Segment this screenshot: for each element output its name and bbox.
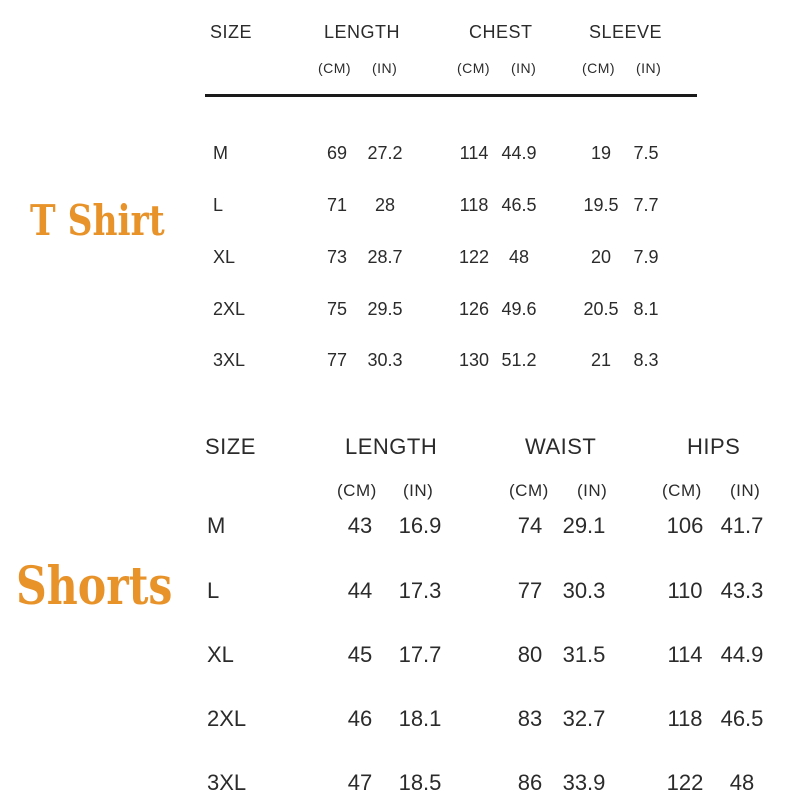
waist-cm: 80 — [517, 642, 543, 667]
shorts-unit-waist-in: (IN) — [577, 481, 608, 500]
size-label: 3XL — [207, 770, 247, 795]
length-in: 30.3 — [367, 350, 403, 370]
tshirt-unit-chest-cm: (CM) — [457, 60, 491, 76]
waist-in: 29.1 — [562, 513, 606, 538]
tshirt-header-divider — [205, 94, 697, 97]
length-in: 17.3 — [398, 578, 442, 603]
tshirt-header-sleeve: SLEEVE — [589, 22, 663, 42]
shorts-unit-length-cm: (CM) — [337, 481, 377, 500]
length-in: 16.9 — [398, 513, 442, 538]
sleeve-cm: 20 — [590, 247, 612, 267]
tshirt-header-chest: CHEST — [469, 22, 533, 42]
tshirt-header-length: LENGTH — [324, 22, 401, 42]
shorts-header-hips: HIPS — [687, 434, 741, 459]
length-cm: 43 — [347, 513, 373, 538]
sleeve-in: 7.5 — [633, 143, 659, 163]
tshirt-unit-sleeve-cm: (CM) — [582, 60, 616, 76]
length-in: 28 — [374, 195, 396, 215]
waist-in: 32.7 — [562, 706, 606, 731]
size-label: 3XL — [213, 350, 246, 370]
shorts-title: Shorts — [16, 556, 173, 617]
waist-in: 31.5 — [562, 642, 606, 667]
hips-in: 48 — [729, 770, 755, 795]
chest-cm: 130 — [458, 350, 490, 370]
tshirt-unit-length-cm: (CM) — [318, 60, 352, 76]
length-cm: 47 — [347, 770, 373, 795]
hips-cm: 110 — [667, 578, 703, 603]
hips-cm: 114 — [667, 642, 703, 667]
length-in: 18.1 — [398, 706, 442, 731]
tshirt-unit-length-in: (IN) — [372, 60, 398, 76]
sleeve-in: 8.3 — [633, 350, 659, 370]
size-label: M — [207, 513, 226, 538]
sleeve-in: 7.9 — [633, 247, 659, 267]
shorts-unit-hips-in: (IN) — [730, 481, 761, 500]
length-cm: 69 — [326, 143, 348, 163]
hips-in: 41.7 — [720, 513, 764, 538]
size-label: XL — [207, 642, 234, 667]
length-cm: 73 — [326, 247, 348, 267]
size-label: L — [207, 578, 220, 603]
shorts-header-length: LENGTH — [345, 434, 438, 459]
hips-in: 43.3 — [720, 578, 764, 603]
hips-cm: 106 — [666, 513, 704, 538]
chest-in: 51.2 — [501, 350, 537, 370]
waist-in: 33.9 — [562, 770, 606, 795]
length-in: 27.2 — [367, 143, 403, 163]
sleeve-cm: 19.5 — [583, 195, 619, 215]
tshirt-title: T Shirt — [30, 196, 165, 245]
shorts-unit-length-in: (IN) — [403, 481, 434, 500]
size-label: 2XL — [213, 299, 246, 319]
shorts-header-waist: WAIST — [525, 434, 597, 459]
tshirt-header-size: SIZE — [210, 22, 253, 42]
hips-cm: 118 — [667, 706, 703, 731]
length-cm: 75 — [326, 299, 348, 319]
chest-in: 49.6 — [501, 299, 537, 319]
chest-cm: 114 — [459, 143, 489, 163]
waist-in: 30.3 — [562, 578, 606, 603]
hips-in: 44.9 — [720, 642, 764, 667]
waist-cm: 83 — [517, 706, 543, 731]
tshirt-unit-chest-in: (IN) — [511, 60, 537, 76]
length-in: 29.5 — [367, 299, 403, 319]
sleeve-in: 7.7 — [633, 195, 659, 215]
length-in: 17.7 — [398, 642, 442, 667]
sleeve-cm: 20.5 — [583, 299, 619, 319]
hips-cm: 122 — [666, 770, 704, 795]
length-cm: 46 — [347, 706, 373, 731]
size-label: XL — [213, 247, 236, 267]
waist-cm: 77 — [517, 578, 543, 603]
chest-in: 46.5 — [501, 195, 537, 215]
length-cm: 71 — [326, 195, 348, 215]
chest-cm: 126 — [458, 299, 490, 319]
sleeve-cm: 21 — [590, 350, 612, 370]
chest-cm: 122 — [458, 247, 490, 267]
length-cm: 77 — [326, 350, 348, 370]
waist-cm: 74 — [517, 513, 543, 538]
sleeve-in: 8.1 — [633, 299, 659, 319]
chest-cm: 118 — [459, 195, 489, 215]
size-label: L — [213, 195, 224, 215]
tshirt-unit-sleeve-in: (IN) — [636, 60, 662, 76]
length-in: 18.5 — [398, 770, 442, 795]
size-label: M — [213, 143, 228, 163]
chest-in: 44.9 — [501, 143, 537, 163]
hips-in: 46.5 — [720, 706, 764, 731]
shorts-unit-waist-cm: (CM) — [509, 481, 549, 500]
length-cm: 45 — [347, 642, 373, 667]
chest-in: 48 — [508, 247, 530, 267]
size-label: 2XL — [207, 706, 247, 731]
shorts-unit-hips-cm: (CM) — [662, 481, 702, 500]
sleeve-cm: 19 — [590, 143, 612, 163]
shorts-header-size: SIZE — [205, 434, 256, 459]
waist-cm: 86 — [517, 770, 543, 795]
length-cm: 44 — [347, 578, 373, 603]
length-in: 28.7 — [367, 247, 403, 267]
